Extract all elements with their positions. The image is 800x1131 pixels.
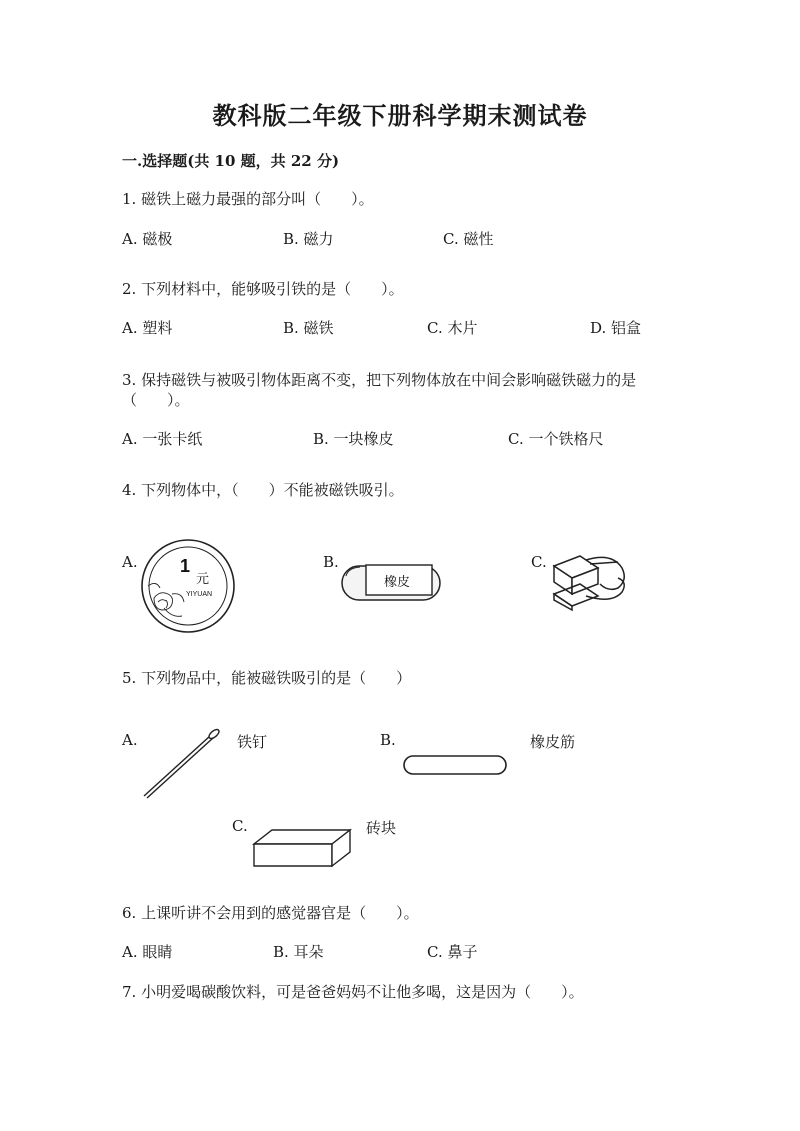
q5-caption-b: 橡皮筋 bbox=[530, 733, 576, 751]
q1-option-a[interactable]: A. 磁极 bbox=[122, 230, 173, 248]
eraser-image bbox=[336, 556, 446, 608]
coin-image bbox=[136, 538, 240, 634]
rubber-band-image bbox=[400, 752, 510, 778]
q6-option-b[interactable]: B. 耳朵 bbox=[273, 943, 324, 961]
section-heading: 一.选择题(共 10 题，共 22 分) bbox=[122, 152, 340, 170]
q2-option-a[interactable]: A. 塑料 bbox=[122, 319, 173, 337]
nail-image bbox=[138, 728, 224, 800]
q3-option-a[interactable]: A. 一张卡纸 bbox=[122, 430, 203, 448]
coin-digit: 1 bbox=[180, 556, 191, 576]
question-5: 5. 下列物品中，能被磁铁吸引的是（ ） bbox=[122, 669, 412, 687]
q6-option-c[interactable]: C. 鼻子 bbox=[427, 943, 478, 961]
question-3-line-1: 3. 保持磁铁与被吸引物体距离不变，把下列物体放在中间会影响磁铁磁力的是 bbox=[122, 371, 637, 389]
q2-option-c[interactable]: C. 木片 bbox=[427, 319, 478, 337]
question-2: 2. 下列材料中，能够吸引铁的是（ ）。 bbox=[122, 280, 404, 298]
question-1: 1. 磁铁上磁力最强的部分叫（ ）。 bbox=[122, 190, 374, 208]
coin-unit: 元 bbox=[196, 572, 210, 587]
question-4: 4. 下列物体中，（ ）不能被磁铁吸引。 bbox=[122, 481, 404, 499]
brick-image bbox=[250, 824, 354, 870]
q1-option-c[interactable]: C. 磁性 bbox=[443, 230, 494, 248]
q4-option-a[interactable]: A. bbox=[122, 553, 138, 571]
q1-option-b[interactable]: B. 磁力 bbox=[283, 230, 334, 248]
binder-clip-image bbox=[546, 546, 638, 616]
q4-option-c[interactable]: C. bbox=[531, 553, 547, 571]
q4-option-b[interactable]: B. bbox=[323, 553, 339, 571]
q5-option-b[interactable]: B. bbox=[380, 731, 396, 749]
question-6: 6. 上课听讲不会用到的感觉器官是（ ）。 bbox=[122, 904, 419, 922]
question-7: 7. 小明爱喝碳酸饮料，可是爸爸妈妈不让他多喝，这是因为（ ）。 bbox=[122, 983, 584, 1001]
q5-option-a[interactable]: A. bbox=[122, 731, 138, 749]
q5-caption-c: 砖块 bbox=[366, 819, 397, 837]
eraser-label: 橡皮 bbox=[384, 575, 411, 590]
question-3-line-2: （ ）。 bbox=[122, 391, 190, 409]
q2-option-b[interactable]: B. 磁铁 bbox=[283, 319, 334, 337]
q3-option-b[interactable]: B. 一块橡皮 bbox=[313, 430, 394, 448]
q3-option-c[interactable]: C. 一个铁格尺 bbox=[508, 430, 604, 448]
page-title: 教科版二年级下册科学期末测试卷 bbox=[212, 101, 588, 130]
q2-option-d[interactable]: D. 铝盒 bbox=[590, 319, 642, 337]
q5-caption-a: 铁钉 bbox=[237, 733, 268, 751]
q5-option-c[interactable]: C. bbox=[232, 817, 248, 835]
coin-pinyin: YIYUAN bbox=[186, 591, 213, 598]
q6-option-a[interactable]: A. 眼睛 bbox=[122, 943, 173, 961]
